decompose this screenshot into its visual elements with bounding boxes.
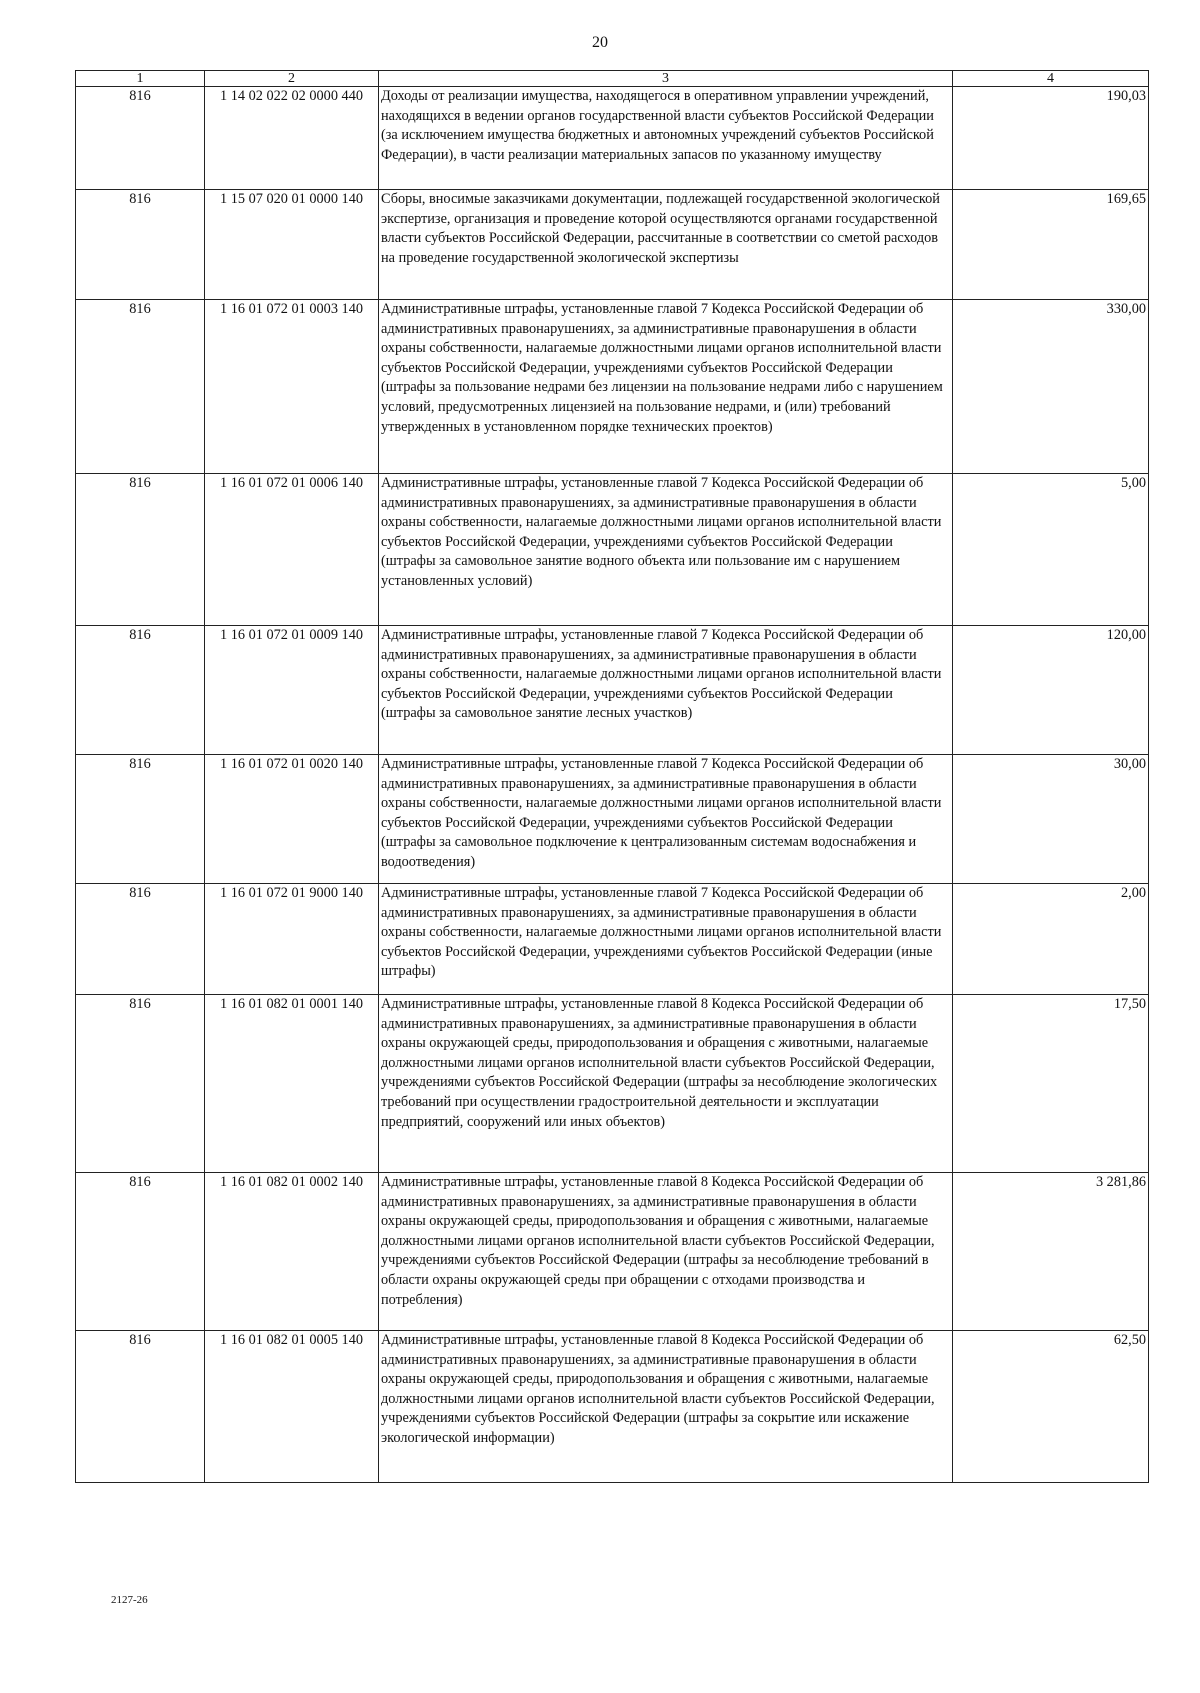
admin-code-cell: 816 — [76, 884, 205, 995]
table-body — [76, 87, 1149, 1483]
revenue-name-cell: Административные штрафы, установленные главой 7 Кодекса Российской Федерации об административных правонарушениях, за административные правонарушения в области охраны собственности, налагаемые должностными лицами органов исполнительной власти субъектов Российской Федерации, учреждениями субъектов Российской Федерации (иные штрафы) — [379, 884, 953, 995]
header-col-2: 2 — [205, 71, 379, 87]
revenue-table — [75, 70, 1149, 1483]
table-row — [76, 1331, 1149, 1483]
revenue-code-cell: 1 16 01 072 01 0009 140 — [205, 626, 379, 755]
admin-code-cell: 816 — [76, 755, 205, 884]
admin-code-cell: 816 — [76, 1331, 205, 1483]
header-row — [76, 71, 1149, 87]
revenue-code-cell: 1 16 01 082 01 0001 140 — [205, 995, 379, 1173]
header-col-1: 1 — [76, 71, 205, 87]
table-row — [76, 87, 1149, 190]
table-row — [76, 474, 1149, 626]
amount-cell: 120,00 — [953, 626, 1149, 755]
revenue-code-cell: 1 16 01 072 01 9000 140 — [205, 884, 379, 995]
admin-code-cell: 816 — [76, 87, 205, 190]
admin-code-cell: 816 — [76, 995, 205, 1173]
amount-cell: 190,03 — [953, 87, 1149, 190]
revenue-name-cell: Административные штрафы, установленные главой 7 Кодекса Российской Федерации об административных правонарушениях, за административные правонарушения в области охраны собственности, налагаемые должностными лицами органов исполнительной власти субъектов Российской Федерации, учреждениями субъектов Российской Федерации (штрафы за самовольное занятие водного объекта или пользование им с нарушением установленных условий) — [379, 474, 953, 626]
amount-cell: 2,00 — [953, 884, 1149, 995]
table-row — [76, 300, 1149, 474]
revenue-name-cell: Административные штрафы, установленные главой 8 Кодекса Российской Федерации об административных правонарушениях, за административные правонарушения в области охраны окружающей среды, природопользования и обращения с животными, налагаемые должностными лицами органов исполнительной власти субъектов Российской Федерации, учреждениями субъектов Российской Федерации (штрафы за несоблюдение экологических требований при осуществлении градостроительной деятельности и эксплуатации предприятий, сооружений или иных объектов) — [379, 995, 953, 1173]
table-row — [76, 755, 1149, 884]
table-row — [76, 1173, 1149, 1331]
revenue-name-cell: Административные штрафы, установленные главой 8 Кодекса Российской Федерации об административных правонарушениях, за административные правонарушения в области охраны окружающей среды, природопользования и обращения с животными, налагаемые должностными лицами органов исполнительной власти субъектов Российской Федерации, учреждениями субъектов Российской Федерации (штрафы за несоблюдение требований в области охраны окружающей среды при обращении с отходами производства и потребления) — [379, 1173, 953, 1331]
amount-cell: 62,50 — [953, 1331, 1149, 1483]
amount-cell: 30,00 — [953, 755, 1149, 884]
revenue-code-cell: 1 16 01 072 01 0003 140 — [205, 300, 379, 474]
revenue-name-cell: Административные штрафы, установленные главой 7 Кодекса Российской Федерации об административных правонарушениях, за административные правонарушения в области охраны собственности, налагаемые должностными лицами органов исполнительной власти субъектов Российской Федерации, учреждениями субъектов Российской Федерации (штрафы за самовольное занятие лесных участков) — [379, 626, 953, 755]
document-code: 2127-26 — [111, 1594, 148, 1606]
table-row — [76, 626, 1149, 755]
revenue-name-cell: Сборы, вносимые заказчиками документации, подлежащей государственной экологической экспертизе, организация и проведение которой осуществляются органами государственной власти субъектов Российской Федерации, рассчитанные в соответствии со сметой расходов на проведение государственной экологической экспертизы — [379, 190, 953, 300]
revenue-code-cell: 1 14 02 022 02 0000 440 — [205, 87, 379, 190]
admin-code-cell: 816 — [76, 474, 205, 626]
table-row — [76, 884, 1149, 995]
admin-code-cell: 816 — [76, 300, 205, 474]
amount-cell: 3 281,86 — [953, 1173, 1149, 1331]
amount-cell: 5,00 — [953, 474, 1149, 626]
amount-cell: 330,00 — [953, 300, 1149, 474]
admin-code-cell: 816 — [76, 190, 205, 300]
table-row — [76, 995, 1149, 1173]
revenue-code-cell: 1 15 07 020 01 0000 140 — [205, 190, 379, 300]
admin-code-cell: 816 — [76, 1173, 205, 1331]
header-col-4: 4 — [953, 71, 1149, 87]
amount-cell: 169,65 — [953, 190, 1149, 300]
revenue-name-cell: Административные штрафы, установленные главой 8 Кодекса Российской Федерации об административных правонарушениях, за административные правонарушения в области охраны окружающей среды, природопользования и обращения с животными, налагаемые должностными лицами органов исполнительной власти субъектов Российской Федерации, учреждениями субъектов Российской Федерации (штрафы за сокрытие или искажение экологической информации) — [379, 1331, 953, 1483]
page-number: 20 — [592, 34, 608, 51]
revenue-name-cell: Административные штрафы, установленные главой 7 Кодекса Российской Федерации об административных правонарушениях, за административные правонарушения в области охраны собственности, налагаемые должностными лицами органов исполнительной власти субъектов Российской Федерации, учреждениями субъектов Российской Федерации (штрафы за пользование недрами без лицензии на пользование недрами либо с нарушением условий, предусмотренных лицензией на пользование недрами, и (или) требований утвержденных в установленном порядке технических проектов) — [379, 300, 953, 474]
admin-code-cell: 816 — [76, 626, 205, 755]
revenue-code-cell: 1 16 01 072 01 0020 140 — [205, 755, 379, 884]
revenue-name-cell: Административные штрафы, установленные главой 7 Кодекса Российской Федерации об административных правонарушениях, за административные правонарушения в области охраны собственности, налагаемые должностными лицами органов исполнительной власти субъектов Российской Федерации, учреждениями субъектов Российской Федерации (штрафы за самовольное подключение к централизованным системам водоснабжения и водоотведения) — [379, 755, 953, 884]
table-header — [76, 71, 1149, 87]
revenue-code-cell: 1 16 01 082 01 0002 140 — [205, 1173, 379, 1331]
revenue-code-cell: 1 16 01 082 01 0005 140 — [205, 1331, 379, 1483]
revenue-name-cell: Доходы от реализации имущества, находящегося в оперативном управлении учреждений, находящихся в ведении органов государственной власти субъектов Российской Федерации (за исключением имущества бюджетных и автономных учреждений субъектов Российской Федерации), в части реализации материальных запасов по указанному имуществу — [379, 87, 953, 190]
table-row — [76, 190, 1149, 300]
header-col-3: 3 — [379, 71, 953, 87]
revenue-code-cell: 1 16 01 072 01 0006 140 — [205, 474, 379, 626]
amount-cell: 17,50 — [953, 995, 1149, 1173]
